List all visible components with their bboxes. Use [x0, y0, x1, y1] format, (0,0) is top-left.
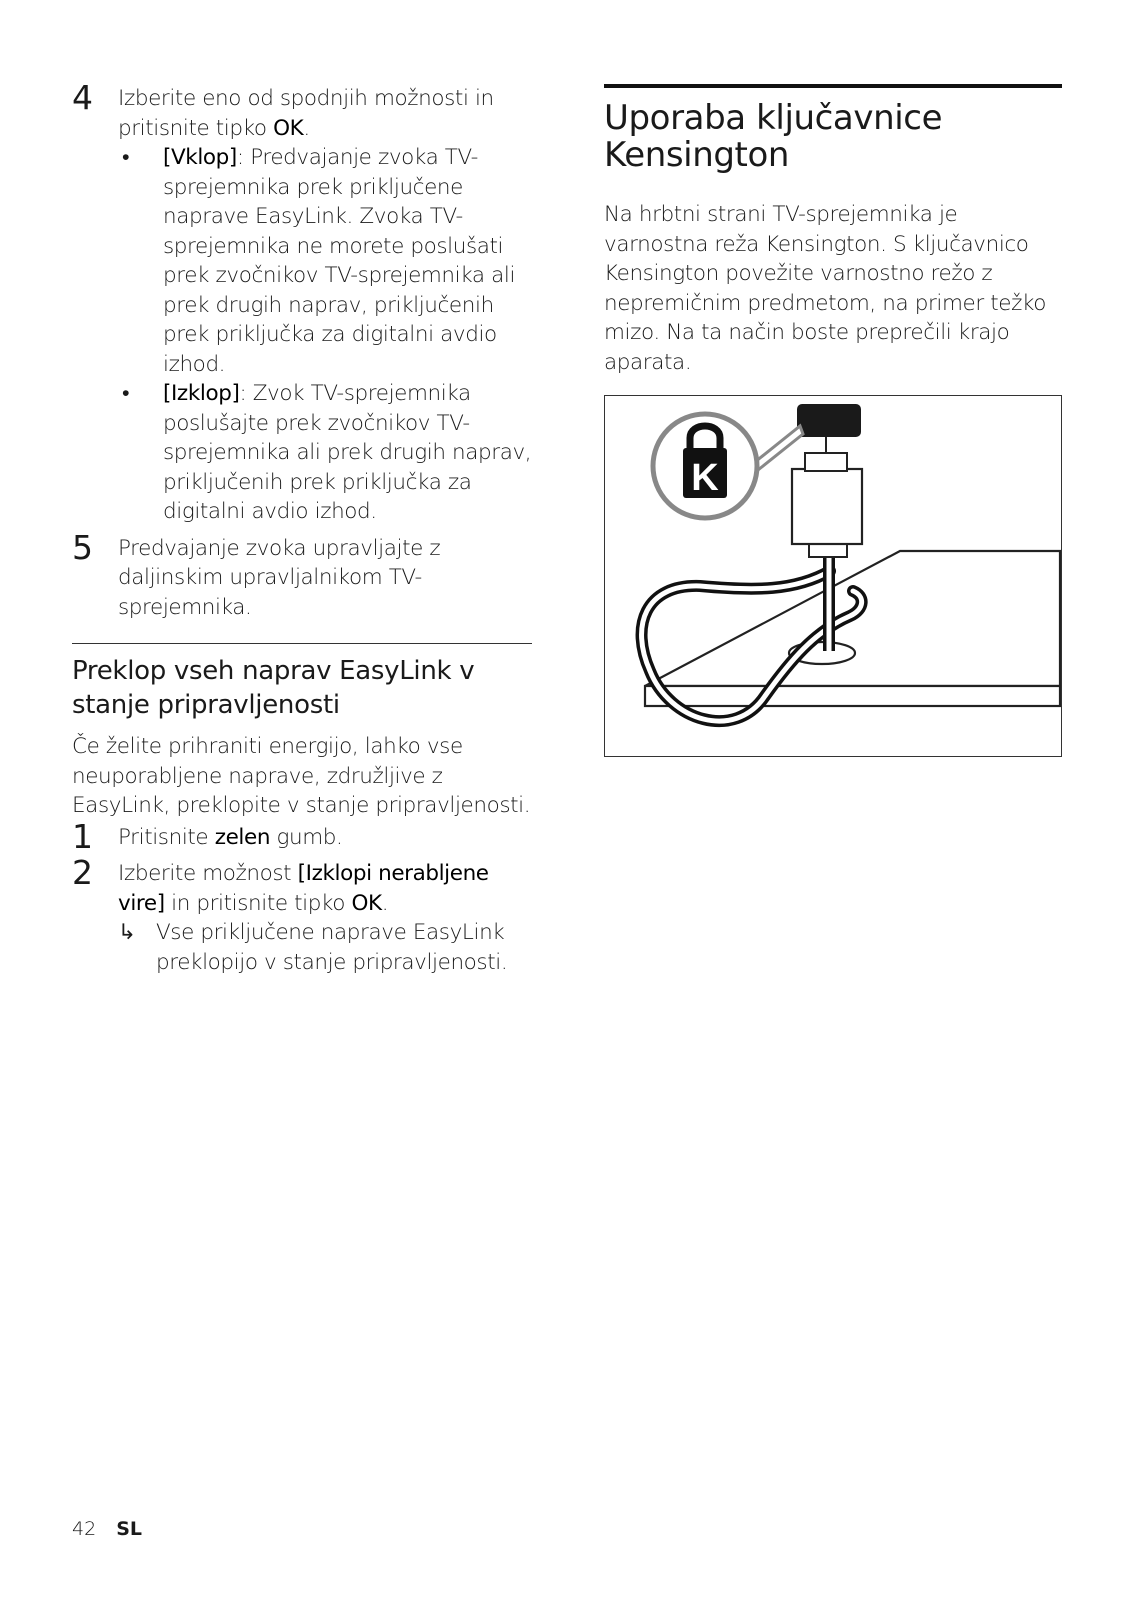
- section-intro: Če želite prihraniti energijo, lahko vse neuporabljene naprave, združljive z EasyLink, preklopite v stanje pripravljenosti.: [72, 734, 531, 818]
- left-column: [72, 78, 532, 977]
- right-column: [604, 84, 1062, 757]
- step-number: 5: [72, 527, 93, 567]
- ok-key: OK: [351, 890, 382, 916]
- title-rule: [604, 84, 1062, 88]
- ok-key: OK: [273, 115, 304, 141]
- step-number: 2: [72, 853, 93, 892]
- option-text: : Zvok TV-sprejemnika poslušajte prek zvočnikov TV-sprejemnika ali prek drugih naprav, priključenih prek priključka za digitalni avdio izhod.: [163, 381, 532, 524]
- step-1: 1 Pritisnite zelen gumb.: [72, 816, 343, 856]
- option-label: [Izklopi nerabljene vire]: [118, 861, 489, 916]
- step-2: 2 Izberite možnost [Izklopi nerabljene vire] in pritisnite tipko OK. ↳ Vse priključene naprave EasyLink preklopijo v stanje pripravljenosti.: [72, 859, 532, 977]
- lock-head: [805, 453, 847, 471]
- result-arrow-icon: ↳: [118, 920, 136, 945]
- kensington-logo-letter: K: [691, 457, 719, 499]
- page-title: Uporaba ključavnice Kensington: [604, 98, 943, 175]
- step-4: 4 Izberite eno od spodnjih možnosti in pritisnite tipko OK. • [Vklop]: Predvajanje zvoka TV-sprejemnika prek priključene naprave EasyLink. Zvoka TV-sprejemnika ne morete poslušati prek zvočnikov TV-sprejemnika ali prek drugih naprav, priključenih prek priključka za digitalni avdio izhod. • [Izklop]: Zvok TV-sprejemnika poslušajte prek zvočnikov TV-sprejemnika ali prek drugih naprav, priključenih prek priključka za digitalni avdio izhod.: [72, 84, 532, 527]
- step-text: Predvajanje zvoka upravljajte z daljinskim upravljalnikom TV-sprejemnika.: [118, 535, 441, 620]
- step-5: [72, 527, 532, 623]
- green-button-label: zelen: [214, 824, 271, 850]
- kensington-paragraph: Na hrbtni strani TV-sprejemnika je varnostna reža Kensington. S ključavnico Kensington povežite varnostno režo z nepremičnim predmetom, na primer težko mizo. Na ta način boste preprečili krajo aparata.: [604, 202, 1046, 375]
- section-divider: [72, 643, 532, 644]
- table-edge: [645, 686, 1060, 706]
- options-list: [118, 143, 532, 527]
- result-note: [118, 918, 532, 977]
- step-text: Izberite eno od spodnjih možnosti in pritisnite tipko: [118, 86, 494, 141]
- step-number: 1: [72, 816, 93, 856]
- kensington-lock-diagram: [605, 396, 1061, 756]
- bullet-icon: •: [122, 381, 130, 406]
- language-code: SL: [116, 1518, 142, 1540]
- page-footer: [72, 1518, 142, 1540]
- tv-security-slot: [797, 404, 861, 437]
- kensington-illustration: [604, 395, 1062, 757]
- result-text: Vse priključene naprave EasyLink preklopijo v stanje pripravljenosti.: [156, 920, 508, 975]
- option-text: : Predvajanje zvoka TV-sprejemnika prek priključene naprave EasyLink. Zvoka TV-sprejemnika ne morete poslušati prek zvočnikov TV-sprejemnika ali prek drugih naprav, priključenih prek priključka za digitalni avdio izhod.: [163, 145, 516, 377]
- option-label: [Izklop]: [163, 381, 240, 406]
- lock-body: [792, 469, 862, 544]
- list-item: [118, 379, 532, 527]
- list-item: [118, 143, 532, 379]
- page-number: 42: [72, 1518, 97, 1540]
- bullet-icon: •: [122, 145, 130, 170]
- step-number: 4: [72, 78, 93, 117]
- option-label: [Vklop]: [163, 145, 237, 170]
- section-title: Preklop vseh naprav EasyLink v stanje pripravljenosti: [72, 656, 475, 720]
- cable-vertical-inner: [827, 556, 832, 651]
